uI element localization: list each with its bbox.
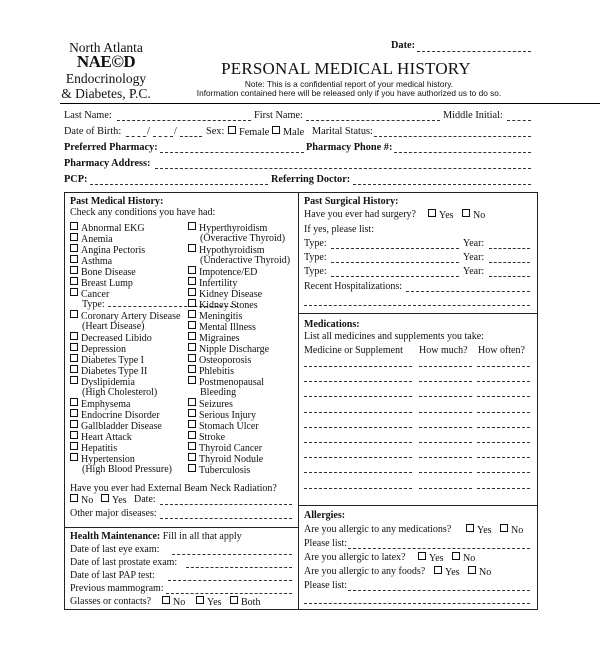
surgery-no-checkbox[interactable] [462,209,470,217]
meds-heading: Medications: [304,319,360,330]
pmh-right-condition-checkbox[interactable] [188,420,196,428]
glasses-no-checkbox[interactable] [162,596,170,604]
meds-divider [298,505,538,506]
pmh-left-condition-checkbox[interactable] [70,222,78,230]
pmh-right-condition-checkbox[interactable] [188,277,196,285]
medication-amount-field[interactable] [419,366,472,367]
logo-line-4: & Diabetes, P.C. [61,86,151,101]
pmh-right-condition-checkbox[interactable] [188,222,196,230]
pmh-left-condition-checkbox[interactable] [70,288,78,296]
mammogram-label: Previous mammogram: [70,583,164,594]
pmh-right-condition-item [200,255,290,266]
marital-status-field[interactable] [374,136,531,137]
pmh-right-condition-checkbox[interactable] [188,453,196,461]
surgery-yes-checkbox[interactable] [428,209,436,217]
pmh-right-condition-checkbox[interactable] [188,354,196,362]
pmh-right-condition-label: Serious Injury [199,410,256,421]
medication-frequency-field[interactable] [477,472,530,473]
pmh-left-condition-label: Anemia [81,234,113,245]
allergy-latex-question: Are you allergic to latex? [304,552,406,563]
radiation-no-option[interactable] [70,494,93,506]
pmh-right-condition-label: Postmenopausal [199,377,264,388]
allergy-med-list-field[interactable] [348,548,530,549]
male-checkbox[interactable] [272,126,280,134]
confidential-note: Note: This is a confidential report of your medical history. [244,79,454,89]
pmh-left-condition-checkbox[interactable] [70,343,78,351]
medication-frequency-field[interactable] [477,366,530,367]
medication-frequency-field[interactable] [477,442,530,443]
pmh-right-condition-checkbox[interactable] [188,310,196,318]
last-name-label: Last Name: [64,110,112,121]
surgery-list-label: If yes, please list: [304,224,374,235]
pmh-right-condition-item[interactable] [188,464,250,476]
male-option[interactable] [272,126,304,138]
allergy-food-yes-checkbox[interactable] [434,566,442,574]
radiation-question: Have you ever had External Beam Neck Radiation? [70,483,277,494]
glasses-yes-label: Yes [207,597,222,608]
pmh-left-condition-checkbox[interactable] [70,442,78,450]
surgery-yes-label: Yes [439,210,454,221]
last-name-field[interactable] [117,120,251,121]
surgery-no-option[interactable] [462,209,485,221]
referring-doctor-label: Referring Doctor: [271,174,351,185]
pmh-right-condition-label: Kidney Disease [199,289,263,300]
pharmacy-address-field[interactable] [155,168,531,169]
pmh-left-condition-label: (High Blood Pressure) [82,464,172,475]
eye-exam-label: Date of last eye exam: [70,544,160,555]
allergy-med-yes-checkbox[interactable] [466,524,474,532]
allergy-latex-yes-label: Yes [429,553,444,564]
pmh-right-condition-label: Infertility [199,278,238,289]
pmh-left-condition-label: Type: [82,299,105,310]
pmh-left-condition-label: Endocrine Disorder [81,410,160,421]
pmh-left-condition-checkbox[interactable] [70,376,78,384]
medication-amount-field[interactable] [419,457,472,458]
medication-amount-field[interactable] [419,412,472,413]
glasses-both-option[interactable] [230,596,260,608]
pmh-right-condition-label: Bleeding [200,387,237,398]
pmh-right-condition-label: Hyperthyroidism [199,223,268,234]
header-divider [60,103,600,104]
medication-amount-field[interactable] [419,472,472,473]
glasses-yes-checkbox[interactable] [196,596,204,604]
pmh-left-condition-label: Coronary Artery Disease [81,311,181,322]
hm-heading: Health Maintenance: [70,531,161,542]
pmh-left-condition-checkbox[interactable] [70,365,78,373]
allergy-food-no-option[interactable] [468,566,491,578]
radiation-yes-option[interactable] [101,494,127,506]
allergy-food-yes-label: Yes [445,567,460,578]
medication-name-field[interactable] [304,381,412,382]
medication-name-field[interactable] [304,442,412,443]
medication-frequency-field[interactable] [477,396,530,397]
pmh-right-condition-checkbox[interactable] [188,244,196,252]
surgery-year-label: Year: [463,266,485,277]
pcp-label: PCP: [64,174,88,185]
male-label: Male [283,127,305,138]
glasses-yes-option[interactable] [196,596,222,608]
pmh-right-condition-label: (Overactive Thyroid) [200,233,286,244]
allergy-food-yes-option[interactable] [434,566,460,578]
pmh-left-condition-label: Diabetes Type I [81,355,144,366]
pmh-left-condition-label: Hypertension [81,454,135,465]
pmh-left-condition-label: Diabetes Type II [81,366,148,377]
pmh-left-condition-checkbox[interactable] [70,310,78,318]
surgery-year-label: Year: [463,238,485,249]
meds-col-frequency: How often? [478,345,525,356]
logo-acronym: NAE©D [76,52,136,71]
medication-frequency-field[interactable] [477,427,530,428]
dob-slash-2: / [174,126,177,137]
radiation-yes-checkbox[interactable] [101,494,109,502]
medication-amount-field[interactable] [419,442,472,443]
pmh-left-condition-checkbox[interactable] [70,431,78,439]
referring-doctor-field[interactable] [353,184,531,185]
pmh-left-condition-label: Heart Attack [81,432,132,443]
allergy-food-list-field[interactable] [348,590,530,591]
glasses-label: Glasses or contacts? [70,596,152,607]
surgery-year-field[interactable] [489,248,530,249]
pmh-right-condition-label: Meningitis [199,311,243,322]
medication-name-field[interactable] [304,488,412,489]
surgery-yes-option[interactable] [428,209,454,221]
allergy-food-list-label: Please list: [304,580,348,591]
medication-name-field[interactable] [304,366,412,367]
meds-col-medicine: Medicine or Supplement [304,345,403,356]
pmh-right-condition-label: Tuberculosis [199,465,251,476]
pmh-left-condition-checkbox[interactable] [70,354,78,362]
medication-frequency-field[interactable] [477,381,530,382]
pmh-right-condition-checkbox[interactable] [188,398,196,406]
pmh-right-condition-checkbox[interactable] [188,321,196,329]
pmh-right-condition-checkbox[interactable] [188,464,196,472]
pmh-left-condition-label: (Heart Disease) [82,321,145,332]
surgery-type-field[interactable] [331,262,459,263]
medication-frequency-field[interactable] [477,457,530,458]
allergy-food-question: Are you allergic to any foods? [304,566,426,577]
pmh-right-condition-checkbox[interactable] [188,365,196,373]
medication-amount-field[interactable] [419,427,472,428]
dob-year-field[interactable] [180,136,202,137]
surgery-type-field[interactable] [331,248,459,249]
pmh-left-condition-item [82,321,144,332]
hm-heading-note: Fill in all that apply [162,531,242,542]
pharmacy-phone-label: Pharmacy Phone #: [306,142,393,153]
pmh-right-condition-label: Migraines [199,333,240,344]
pharmacy-field[interactable] [160,152,304,153]
pmh-left-condition-checkbox[interactable] [70,420,78,428]
recent-hosp-field-1[interactable] [406,291,530,292]
dob-day-field[interactable] [153,136,173,137]
pmh-right-condition-label: Phlebitis [199,366,235,377]
pmh-right-condition-checkbox[interactable] [188,266,196,274]
logo-line-3: Endocrinology [65,71,147,86]
marital-status-label: Marital Status: [312,126,373,137]
pmh-subheading: Check any conditions you have had: [70,207,216,218]
pharmacy-phone-field[interactable] [394,152,531,153]
psh-divider [298,313,538,314]
pmh-left-condition-checkbox[interactable] [70,398,78,406]
pmh-right-condition-item [200,387,236,398]
allergy-extra-field[interactable] [304,603,530,604]
radiation-no-label: No [81,495,94,506]
psh-heading: Past Surgical History: [304,196,399,207]
pap-test-label: Date of last PAP test: [70,570,155,581]
pmh-left-condition-checkbox[interactable] [70,233,78,241]
pharmacy-address-label: Pharmacy Address: [64,158,151,169]
pmh-left-condition-label: Abnormal EKG [81,223,145,234]
pmh-left-condition-checkbox[interactable] [70,255,78,263]
surgery-type-field[interactable] [331,276,459,277]
pmh-left-condition-checkbox[interactable] [70,332,78,340]
other-diseases-label: Other major diseases: [70,508,157,519]
medication-frequency-field[interactable] [477,412,530,413]
allergy-latex-yes-checkbox[interactable] [418,552,426,560]
allergy-med-yes-option[interactable] [466,524,492,536]
pmh-right-condition-item [200,233,285,244]
pmh-right-condition-label: (Underactive Thyroid) [200,255,291,266]
pmh-right-condition-label: Kidney Stones [199,300,258,311]
page-title: PERSONAL MEDICAL HISTORY [221,59,471,78]
pap-test-field[interactable] [168,580,292,581]
other-diseases-field[interactable] [160,518,292,519]
pmh-left-condition-label: Angina Pectoris [81,245,146,256]
surgery-year-field[interactable] [489,262,530,263]
allergies-heading: Allergies: [304,510,346,521]
prostate-exam-field[interactable] [186,567,292,568]
medication-name-field[interactable] [304,457,412,458]
pmh-right-condition-checkbox[interactable] [188,343,196,351]
pmh-left-condition-checkbox[interactable] [70,244,78,252]
meds-col-amount: How much? [419,345,468,356]
pmh-right-condition-label: Thyroid Cancer [199,443,263,454]
sex-label: Sex: [206,126,225,137]
allergy-latex-no-option[interactable] [452,552,475,564]
pmh-left-condition-label: Depression [81,344,126,355]
allergy-latex-no-checkbox[interactable] [452,552,460,560]
allergy-latex-yes-option[interactable] [418,552,444,564]
pmh-right-condition-checkbox[interactable] [188,376,196,384]
female-label: Female [239,127,270,138]
pmh-left-condition-label: Cancer [81,289,110,300]
allergy-med-no-label: No [511,525,524,536]
pmh-right-condition-label: Stomach Ulcer [199,421,259,432]
dob-slash-1: / [147,126,150,137]
allergy-food-no-checkbox[interactable] [468,566,476,574]
pharmacy-label: Preferred Pharmacy: [64,142,158,153]
surgery-no-label: No [473,210,486,221]
dob-label: Date of Birth: [64,126,122,137]
radiation-no-checkbox[interactable] [70,494,78,502]
radiation-yes-label: Yes [112,495,127,506]
glasses-both-label: Both [241,597,261,608]
prostate-exam-label: Date of last prostate exam: [70,557,178,568]
surgery-type-label: Type: [304,266,327,277]
allergy-med-no-option[interactable] [500,524,523,536]
pmh-left-condition-label: Dyslipidemia [81,377,135,388]
medication-amount-field[interactable] [419,381,472,382]
pmh-left-condition-label: Decreased Libido [81,333,152,344]
pcp-field[interactable] [90,184,268,185]
allergy-food-no-label: No [479,567,492,578]
logo-line-1: North Atlanta [69,40,143,55]
female-option[interactable] [228,126,269,138]
first-name-label: First Name: [254,110,303,121]
pmh-left-condition-item [82,387,157,398]
medication-name-field[interactable] [304,427,412,428]
pmh-left-condition-label: Hepatitis [81,443,118,454]
pmh-left-condition-checkbox[interactable] [70,266,78,274]
pmh-right-condition-label: Stroke [199,432,226,443]
medication-name-field[interactable] [304,396,412,397]
pmh-divider [64,527,299,528]
radiation-date-label: Date: [134,494,156,505]
medication-amount-field[interactable] [419,396,472,397]
mammogram-field[interactable] [166,593,292,594]
date-label: Date: [391,40,416,51]
medication-amount-field[interactable] [419,488,472,489]
medication-frequency-field[interactable] [477,488,530,489]
dob-month-field[interactable] [126,136,146,137]
allergy-latex-no-label: No [463,553,476,564]
pmh-left-condition-checkbox[interactable] [70,277,78,285]
pmh-right-condition-label: Mental Illness [199,322,256,333]
allergy-med-question: Are you allergic to any medications? [304,524,452,535]
medication-name-field[interactable] [304,412,412,413]
middle-initial-field[interactable] [507,120,531,121]
glasses-no-label: No [173,597,186,608]
allergy-med-list-label: Please list: [304,538,348,549]
pmh-right-condition-checkbox[interactable] [188,332,196,340]
pmh-left-condition-label: Breast Lump [81,278,133,289]
surgery-question: Have you ever had surgery? [304,209,416,220]
medication-name-field[interactable] [304,472,412,473]
glasses-no-option[interactable] [162,596,185,608]
surgery-type-label: Type: [304,252,327,263]
authorization-note: Information contained here will be released only if you have authorized us to do so. [196,88,502,98]
meds-subheading: List all medicines and supplements you take: [304,331,484,342]
pmh-right-condition-checkbox[interactable] [188,431,196,439]
allergy-med-no-checkbox[interactable] [500,524,508,532]
pmh-right-condition-label: Nipple Discharge [199,344,270,355]
pmh-left-condition-label: Emphysema [81,399,131,410]
first-name-field[interactable] [306,120,440,121]
pmh-right-condition-label: Thyroid Nodule [199,454,264,465]
radiation-date-field[interactable] [160,504,292,505]
pmh-right-condition-checkbox[interactable] [188,288,196,296]
middle-initial-label: Middle Initial: [443,110,503,121]
pmh-right-condition-label: Hypothyroidism [199,245,265,256]
pmh-left-condition-label: Asthma [81,256,113,267]
pmh-right-condition-checkbox[interactable] [188,442,196,450]
pmh-left-condition-label: Gallbladder Disease [81,421,162,432]
pmh-left-condition-checkbox[interactable] [70,453,78,461]
pmh-right-condition-checkbox[interactable] [188,409,196,417]
surgery-type-label: Type: [304,238,327,249]
pmh-right-condition-label: Osteoporosis [199,355,252,366]
pmh-left-condition-label: (High Cholesterol) [82,387,158,398]
pmh-left-condition-item [82,464,172,475]
glasses-both-checkbox[interactable] [230,596,238,604]
pmh-left-condition-label: Bone Disease [81,267,136,278]
recent-hosp-label: Recent Hospitalizations: [304,281,403,292]
pmh-right-condition-label: Seizures [199,399,233,410]
female-checkbox[interactable] [228,126,236,134]
date-field[interactable] [417,51,531,52]
surgery-year-field[interactable] [489,276,530,277]
recent-hosp-field-2[interactable] [304,305,530,306]
pmh-right-condition-checkbox[interactable] [188,299,196,307]
eye-exam-field[interactable] [172,554,292,555]
pmh-heading: Past Medical History: [70,196,164,207]
pmh-right-condition-label: Impotence/ED [199,267,258,278]
allergy-med-yes-label: Yes [477,525,492,536]
surgery-year-label: Year: [463,252,485,263]
pmh-left-condition-checkbox[interactable] [70,409,78,417]
